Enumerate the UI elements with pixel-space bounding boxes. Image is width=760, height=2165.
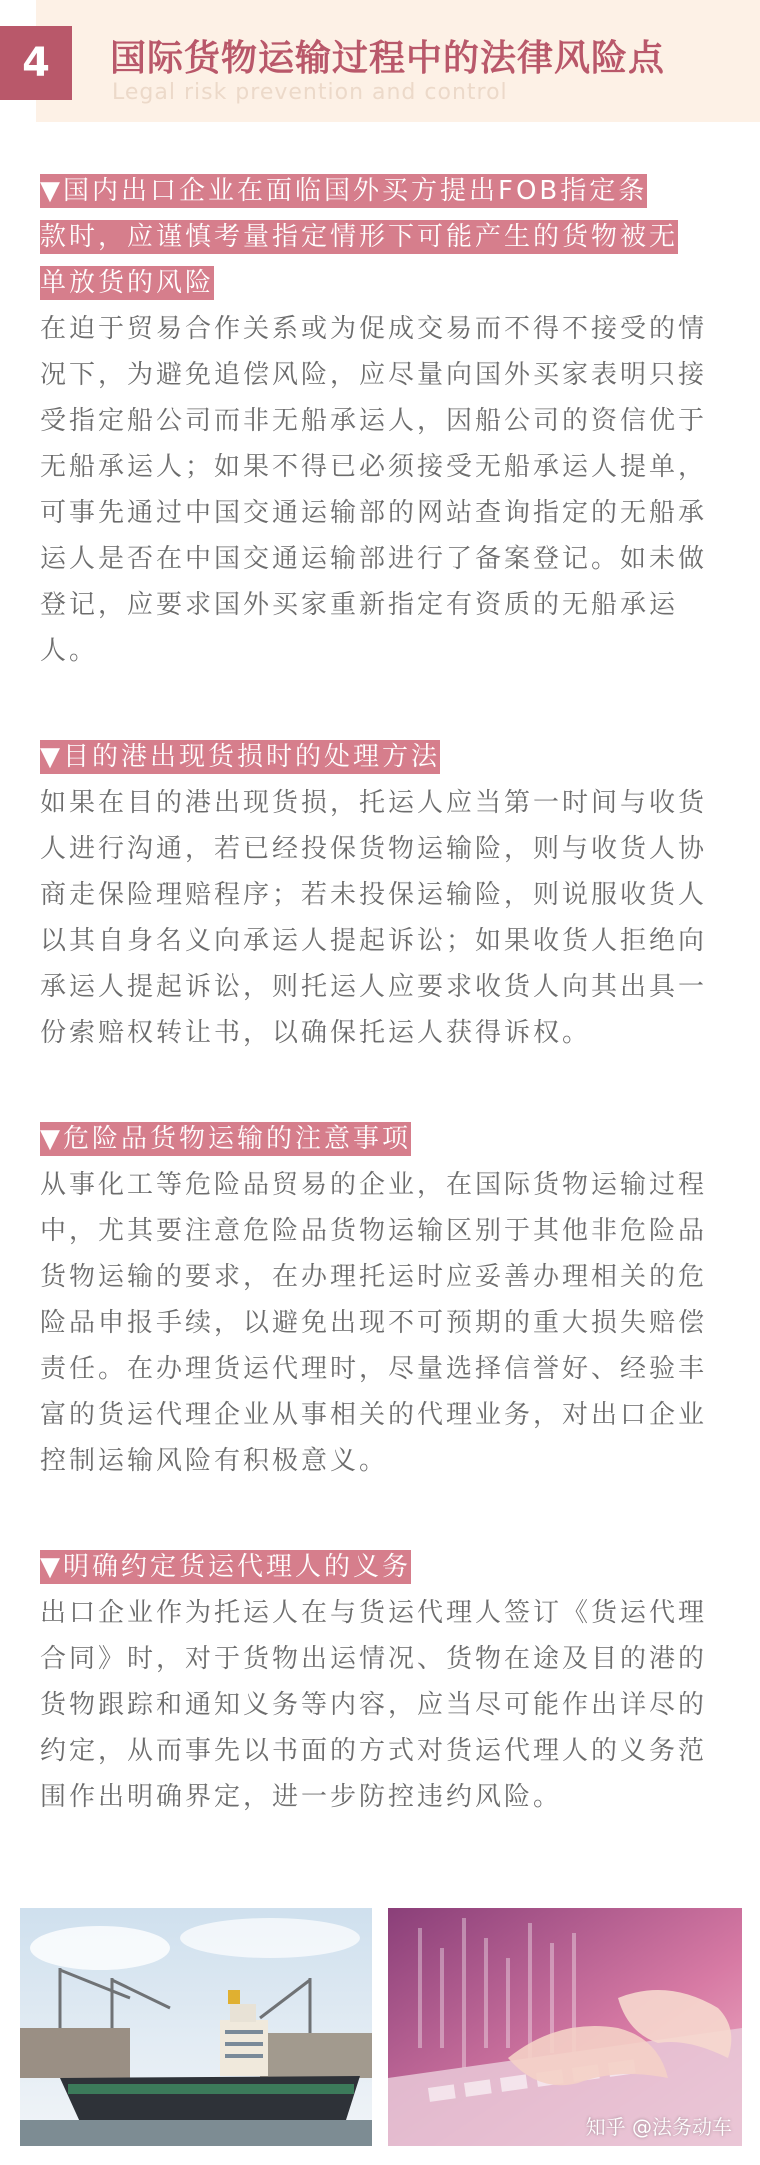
section-body: 从事化工等危险品贸易的企业，在国际货物运输过程中，尤其要注意危险品货物运输区别于其他非危险品货物运输的要求，在办理托运时应妥善办理相关的危险品申报手续，以避免出现不可预期的重大损失赔偿责任。在办理货运代理时，尽量选择信誉好、经验丰富的货运代理企业从事相关的代理业务，对出口企业控制运输风险有积极意义。 — [40, 1170, 708, 1476]
section-body: 如果在目的港出现货损，托运人应当第一时间与收货人进行沟通，若已经投保货物运输险，则与收货人协商走保险理赔程序；若未投保运输险，则说服收货人以其自身名义向承运人提起诉讼；如果收货人拒绝向承运人提起诉讼，则托运人应要求收货人向其出具一份索赔权转让书，以确保托运人获得诉权。 — [40, 788, 708, 1048]
section-heading-line: 款时，应谨慎考量指定情形下可能产生的货物被无 — [40, 222, 679, 252]
section-number-badge: 4 — [0, 26, 72, 100]
section-forwarder-duties — [40, 1544, 724, 1820]
watermark-text: 知乎 @法务动车 — [585, 2115, 732, 2139]
section-fob-risk — [40, 168, 724, 674]
keyboard-typing-photo — [388, 1908, 742, 2146]
section-body: 在迫于贸易合作关系或为促成交易而不得不接受的情况下，为避免追偿风险，应尽量向国外买家表明只接受指定船公司而非无船承运人，因船公司的资信优于无船承运人；如果不得已必须接受无船承运人提单，可事先通过中国交通运输部的网站查询指定的无船承运人是否在中国交通运输部进行了备案登记。如未做登记，应要求国外买家重新指定有资质的无船承运人。 — [40, 314, 708, 666]
section-heading-line: ▼目的港出现货损时的处理方法 — [40, 742, 440, 772]
photo-strip — [20, 1908, 742, 2146]
section-body: 出口企业作为托运人在与货运代理人签订《货运代理合同》时，对于货物出运情况、货物在途及目的港的货物跟踪和通知义务等内容，应当尽可能作出详尽的约定，从而事先以书面的方式对货运代理人的义务范围作出明确界定，进一步防控违约风险。 — [40, 1598, 708, 1812]
section-cargo-damage — [40, 734, 724, 1056]
section-dangerous-goods — [40, 1116, 724, 1484]
section-heading-line: ▼危险品货物运输的注意事项 — [40, 1124, 411, 1154]
page-title: 国际货物运输过程中的法律风险点 — [110, 38, 666, 79]
article-content — [40, 168, 724, 1880]
section-heading-line: 单放货的风险 — [40, 268, 215, 298]
section-heading-line: ▼明确约定货运代理人的义务 — [40, 1552, 411, 1582]
section-heading-line: ▼国内出口企业在面临国外买方提出FOB指定条 — [40, 176, 648, 206]
cargo-ship-photo — [20, 1908, 372, 2146]
page-subtitle: Legal risk prevention and control — [112, 80, 508, 105]
